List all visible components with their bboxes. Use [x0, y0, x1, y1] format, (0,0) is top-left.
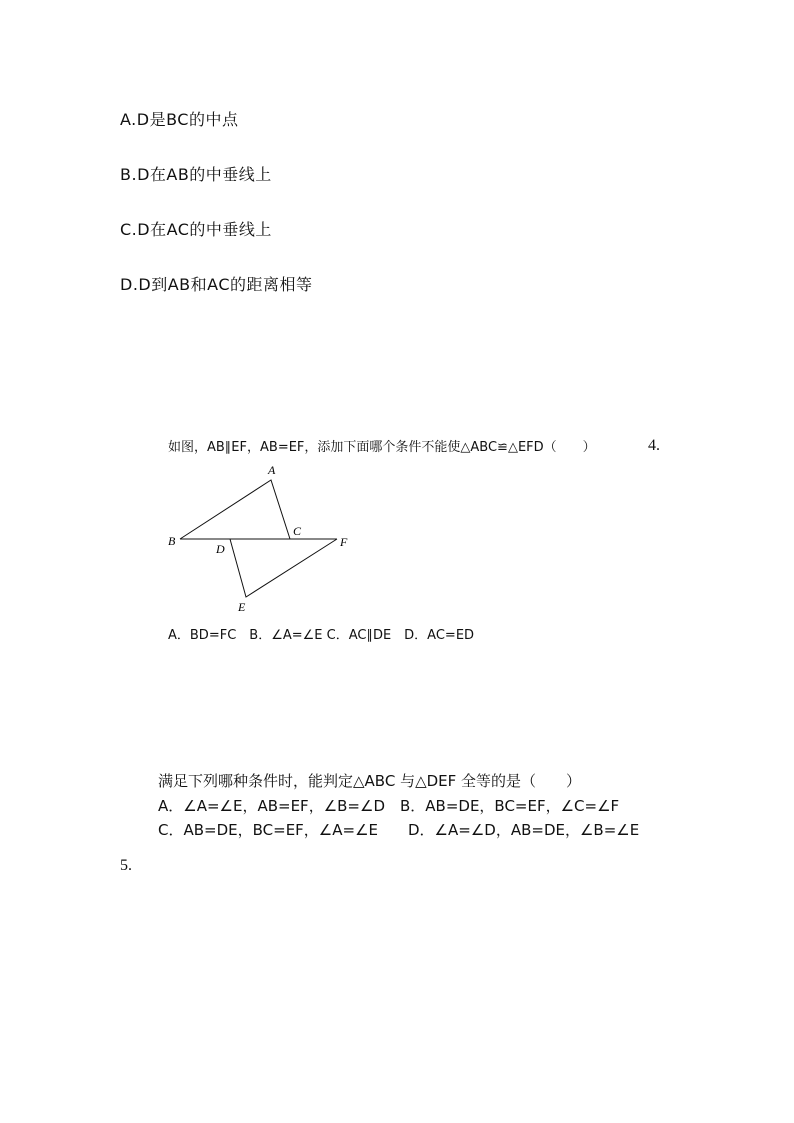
- option-c: C.D在AC的中垂线上: [120, 220, 272, 239]
- label-a: A: [268, 463, 276, 477]
- q4-stem: 如图，AB∥EF，AB=EF，添加下面哪个条件不能使△ABC≌△EFD（ ）: [168, 440, 596, 455]
- option-b: B.D在AB的中垂线上: [120, 165, 272, 184]
- option-d: D.D到AB和AC的距离相等: [120, 275, 313, 294]
- label-c: C: [293, 524, 302, 538]
- triangle-def: [230, 539, 337, 597]
- label-f: F: [340, 535, 348, 549]
- option-a: A.D是BC的中点: [120, 110, 239, 129]
- q4-choices: A．BD=FC B．∠A=∠E C．AC∥DE D．AC=ED: [168, 628, 475, 643]
- label-b: B: [168, 534, 176, 548]
- q5-choices-row2: C．AB=DE，BC=EF，∠A=∠E D．∠A=∠D，AB=DE，∠B=∠E: [158, 821, 640, 839]
- q5-stem: 满足下列哪种条件时，能判定△ABC 与△DEF 全等的是（ ）: [158, 772, 582, 790]
- q5-choices-row1: A．∠A=∠E，AB=EF，∠B=∠D B．AB=DE，BC=EF，∠C=∠F: [158, 797, 620, 815]
- label-e: E: [238, 600, 246, 614]
- label-d: D: [216, 542, 225, 556]
- triangle-figure: [160, 460, 360, 615]
- triangle-abc: [180, 480, 290, 539]
- q4-number: 4.: [648, 437, 660, 454]
- q5-number: 5.: [120, 857, 132, 874]
